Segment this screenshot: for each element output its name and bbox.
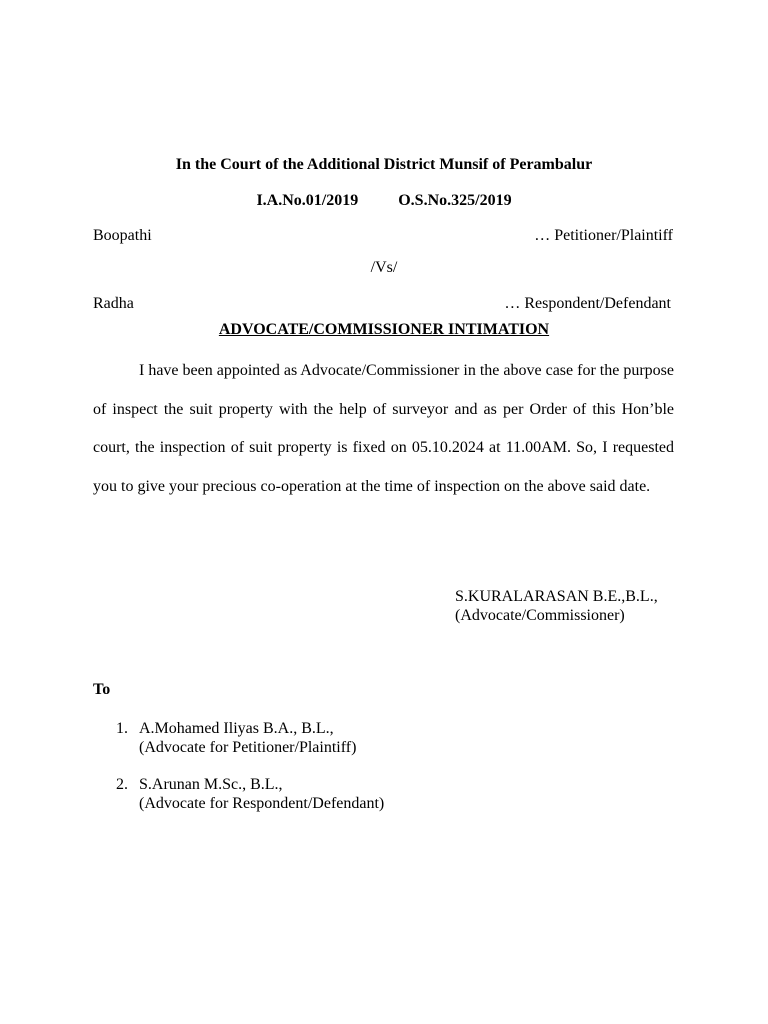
ia-number: I.A.No.01/2019	[256, 192, 359, 209]
respondent-role: … Respondent/Defendant	[504, 295, 671, 312]
case-numbers	[0, 192, 768, 210]
recipient-list	[93, 719, 384, 831]
petitioner-role: … Petitioner/Plaintiff	[534, 227, 673, 244]
document-heading: ADVOCATE/COMMISSIONER INTIMATION	[218, 321, 550, 338]
recipient-name: S.Arunan M.Sc., B.L.,	[139, 776, 283, 793]
petitioner-name: Boopathi	[93, 227, 152, 244]
to-label: To	[93, 681, 111, 698]
versus-label: /Vs/	[370, 259, 398, 276]
recipient-designation: (Advocate for Respondent/Defendant)	[139, 795, 385, 812]
recipient-number: 2.	[116, 776, 128, 793]
recipient-number: 1.	[116, 720, 128, 737]
list-item	[93, 775, 384, 813]
signatory-designation: (Advocate/Commissioner)	[455, 607, 625, 624]
os-number: O.S.No.325/2019	[398, 192, 512, 209]
recipient-designation: (Advocate for Petitioner/Plaintiff)	[139, 739, 357, 756]
list-item	[93, 719, 384, 757]
recipient-name: A.Mohamed Iliyas B.A., B.L.,	[139, 720, 334, 737]
intimation-body: I have been appointed as Advocate/Commissioner in the above case for the purpose of inspect the suit property with the help of surveyor and as per Order of this Hon’ble court, the inspection of suit property is fixed on 05.10.2024 at 11.00AM. So, I requested you to give your precious co-operation at the time of inspection on the above said date.	[93, 362, 674, 495]
signatory-name: S.KURALARASAN B.E.,B.L.,	[455, 588, 658, 605]
respondent-name: Radha	[93, 295, 134, 312]
court-title: In the Court of the Additional District Munsif of Perambalur	[175, 156, 593, 173]
